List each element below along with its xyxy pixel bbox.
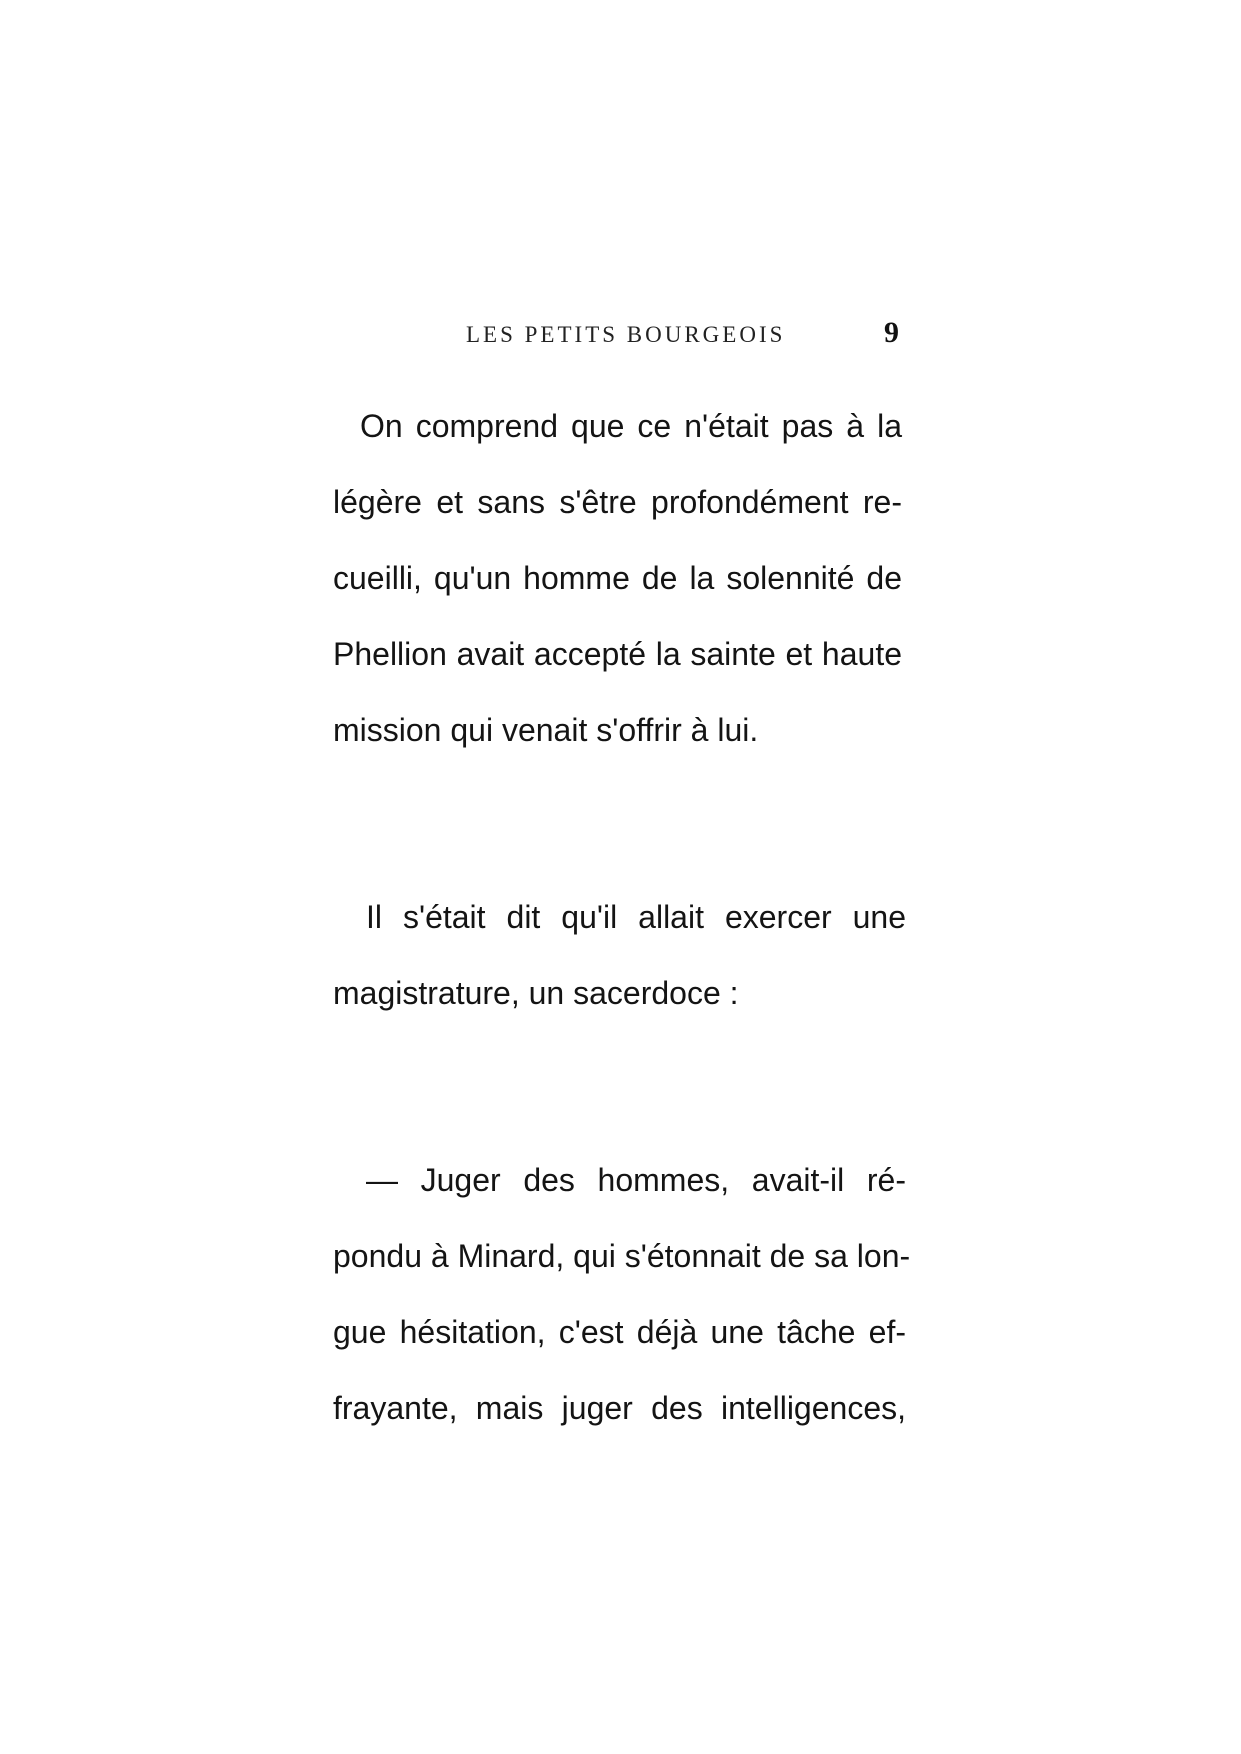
text-line: On comprend que ce n'était pas à la xyxy=(360,408,902,444)
text-line: mission qui venait s'offrir à lui. xyxy=(333,712,759,748)
text-line: magistrature, un sacerdoce : xyxy=(333,975,739,1011)
text-line: cueilli, qu'un homme de la solennité de xyxy=(333,560,902,596)
text-line: gue hésitation, c'est déjà une tâche ef- xyxy=(333,1314,906,1350)
text-line: Phellion avait accepté la sainte et haute xyxy=(333,636,902,672)
text-line: Il s'était dit qu'il allait exercer une xyxy=(366,899,906,935)
text-line: pondu à Minard, qui s'étonnait de sa lon- xyxy=(333,1238,911,1274)
text-line: légère et sans s'être profondément re- xyxy=(333,484,902,520)
text-line: — Juger des hommes, avait-il ré- xyxy=(366,1162,906,1198)
text-line: frayante, mais juger des intelligences, xyxy=(333,1390,906,1426)
page-number: 9 xyxy=(884,316,899,349)
running-head: LES PETITS BOURGEOIS xyxy=(466,322,786,347)
